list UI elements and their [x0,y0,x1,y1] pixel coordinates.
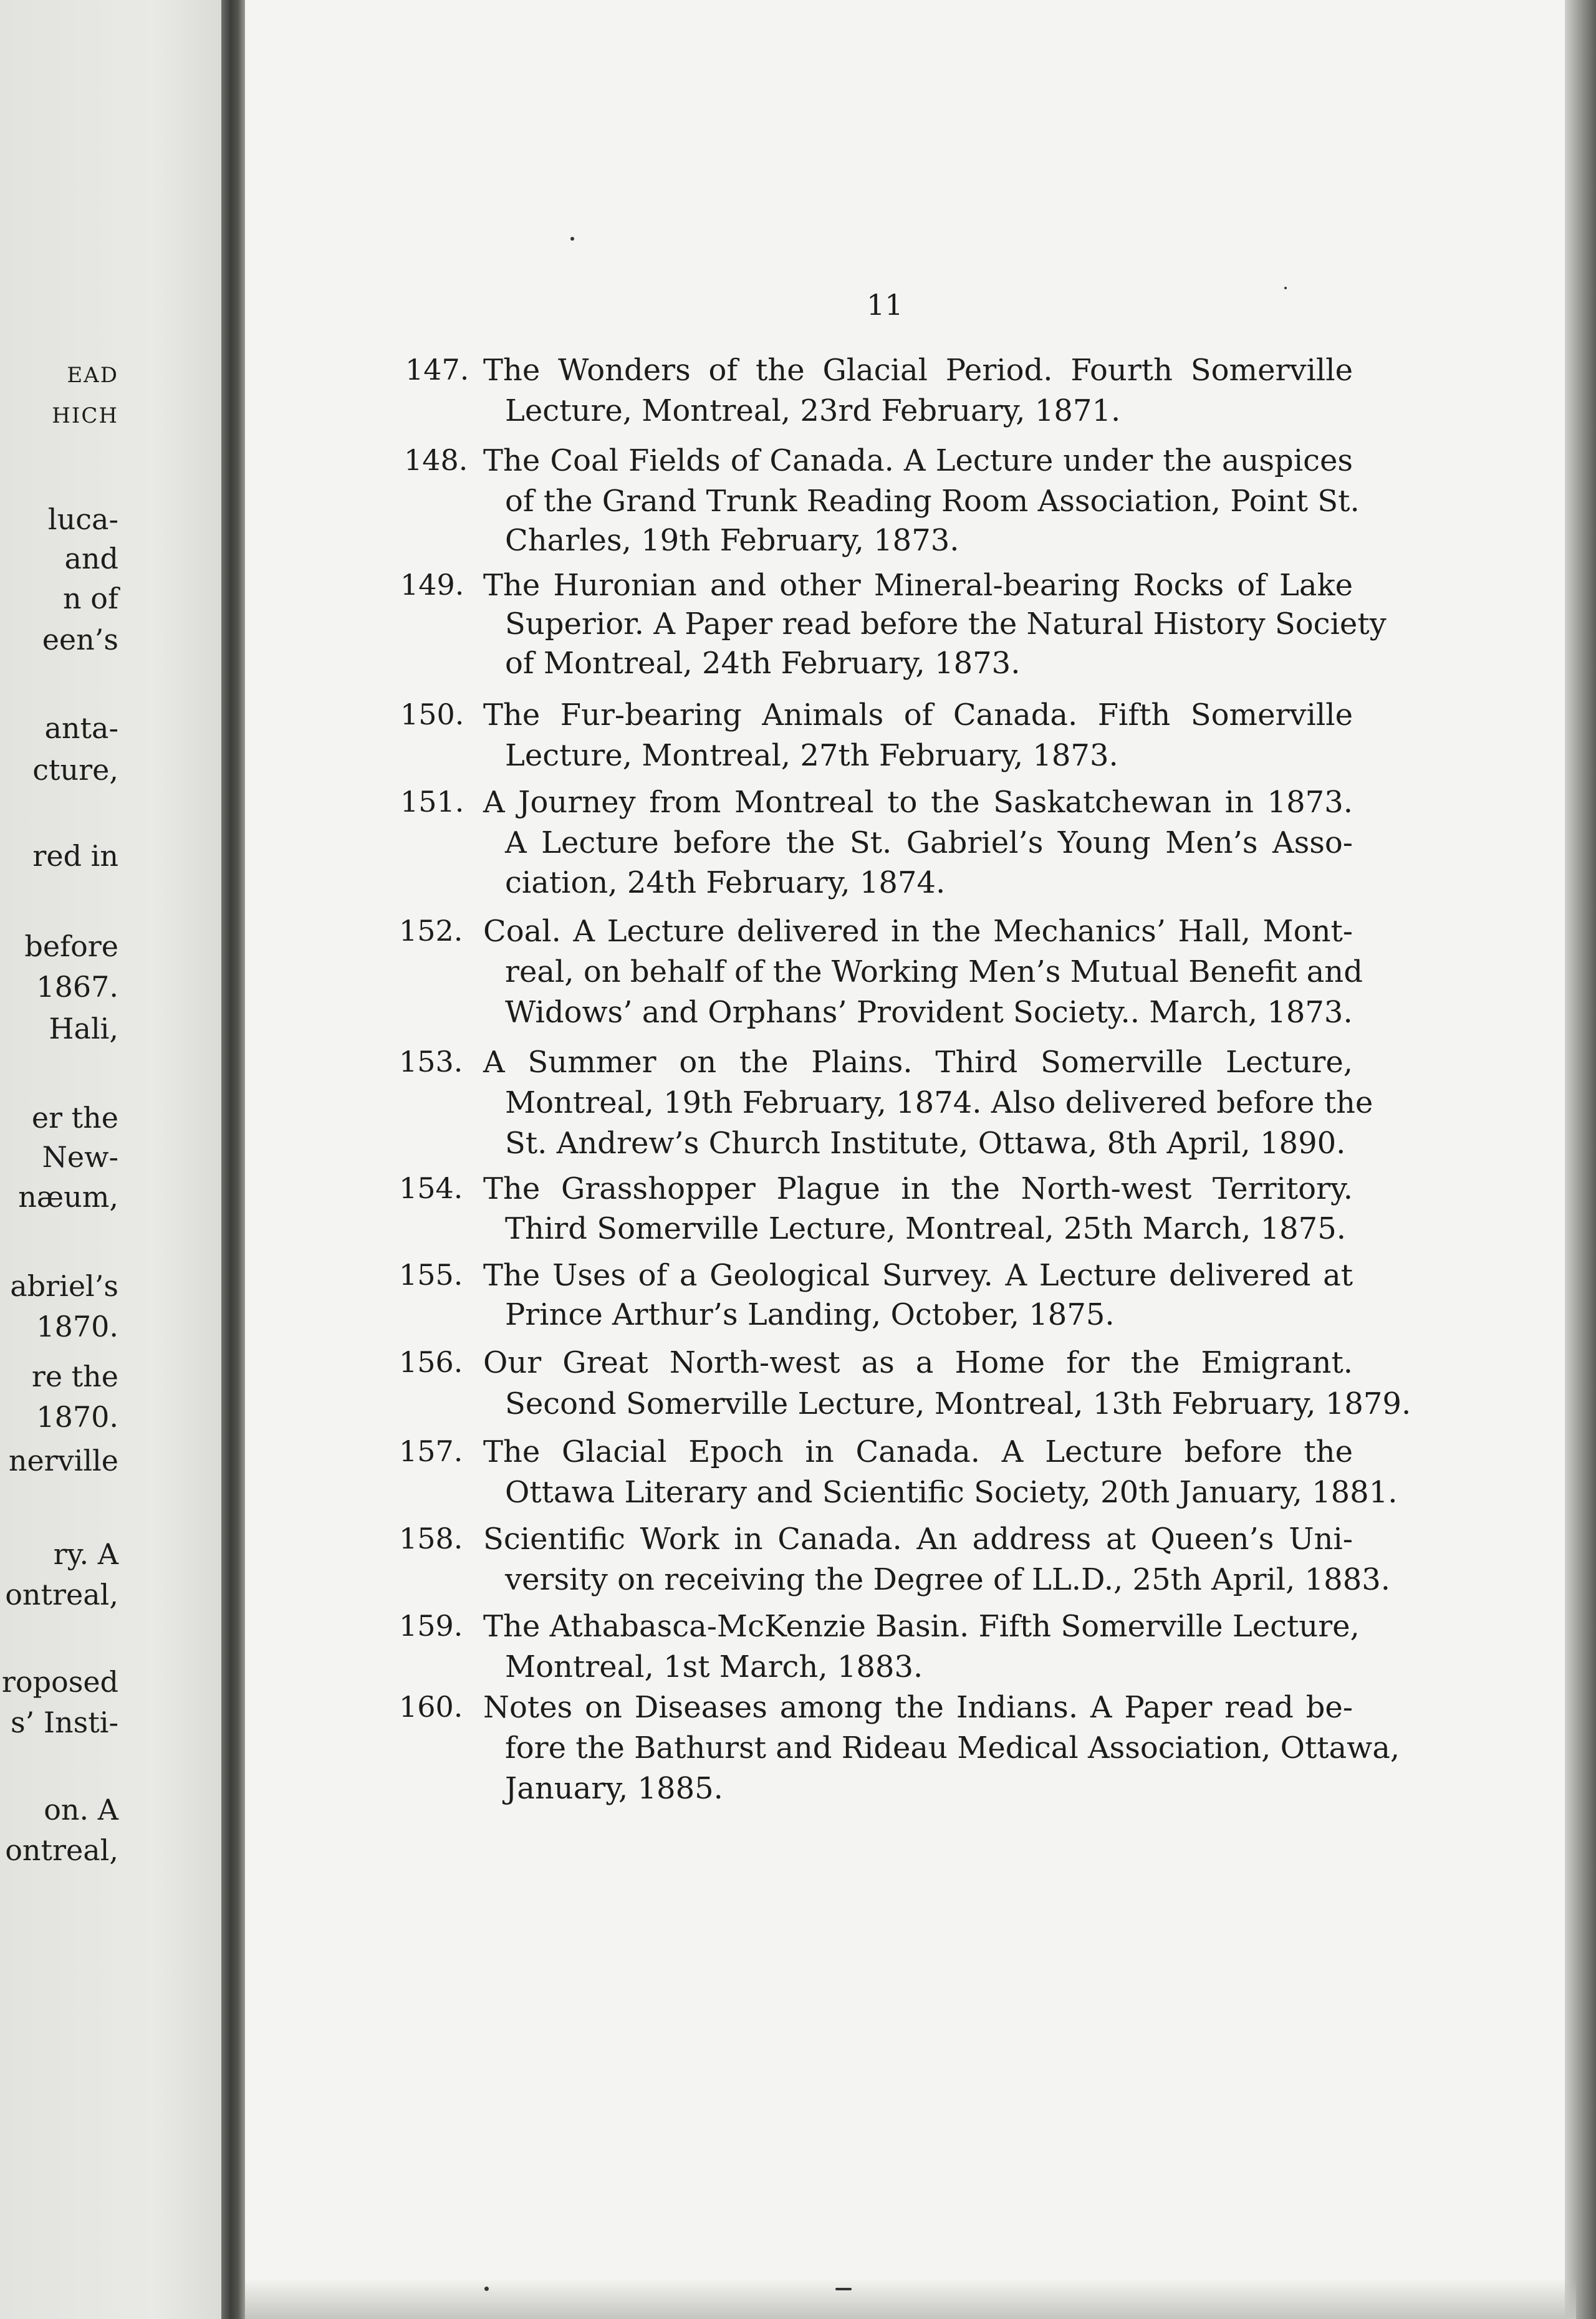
entry-text-line: Prince Arthur’s Landing, October, 1875. [505,1297,1115,1332]
page-number: 11 [867,288,903,322]
entry-text-line: Third Somerville Lecture, Montreal, 25th March, 1875. [505,1211,1346,1246]
entry-text-line: ciation, 24th February, 1874. [505,865,946,900]
left-page-fragment: before [24,929,118,963]
left-page-fragment: abriel’s [10,1269,118,1303]
left-page-fragment: s’ Insti- [11,1706,118,1739]
entry-number: 158. [399,1522,463,1555]
entry-text-line: The Glacial Epoch in Canada. A Lecture before the [483,1434,1353,1469]
left-page-fragment: New- [42,1140,118,1174]
entry-number: 147. [405,353,469,386]
entry-text-line: fore the Bathurst and Rideau Medical Association, Ottawa, [505,1731,1400,1765]
left-page-fragment: red in [32,839,118,873]
left-page-fragment: roposed [1,1665,118,1699]
entry-number: 156. [399,1345,463,1379]
entry-number: 159. [399,1609,463,1643]
entry-text-line: The Grasshopper Plague in the North-west Territory. [483,1171,1353,1206]
left-page-fragment: ry. A [53,1537,118,1571]
entry-number: 153. [399,1045,463,1078]
entry-text-line: Our Great North-west as a Home for the Emigrant. [483,1345,1353,1380]
left-page-fragment: luca- [47,502,118,536]
entry-text-line: Scientific Work in Canada. An address at Queen’s Uni- [483,1522,1353,1557]
entry-text-line: The Coal Fields of Canada. A Lecture under the auspices [483,443,1353,478]
entry-text-line: Charles, 19th February, 1873. [505,523,959,558]
entry-text-line: A Summer on the Plains. Third Somerville Lecture, [483,1045,1353,1080]
entry-number: 150. [400,698,464,731]
entry-text-line: Superior. A Paper read before the Natural History Society [505,607,1387,641]
left-page-fragment: Hali, [49,1012,118,1045]
left-page-fragment: een’s [42,623,118,656]
entry-text-line: of the Grand Trunk Reading Room Association, Point St. [505,484,1360,519]
entry-text-line: The Athabasca-McKenzie Basin. Fifth Somerville Lecture, [483,1609,1360,1644]
entry-number: 152. [399,914,463,948]
left-page-fragment: n of [63,582,118,615]
entry-number: 149. [400,568,464,602]
entry-number: 155. [399,1258,463,1292]
entry-text-line: versity on receiving the Degree of LL.D., 25th April, 1883. [505,1562,1391,1597]
entry-text-line: Notes on Diseases among the Indians. A Paper read be- [483,1690,1353,1725]
dust-speck [570,237,574,241]
entry-text-line: The Wonders of the Glacial Period. Fourth Somerville [483,353,1353,388]
entry-number: 157. [399,1434,463,1468]
entry-number: 148. [404,443,468,477]
left-page-fragment: 1870. [36,1310,118,1343]
entry-text-line: A Journey from Montreal to the Saskatchewan in 1873. [483,785,1353,820]
entry-text-line: Coal. A Lecture delivered in the Mechanics’ Hall, Mont- [483,914,1353,949]
left-page-fragment: HICH [52,403,118,428]
entry-text-line: St. Andrew’s Church Institute, Ottawa, 8th April, 1890. [505,1126,1346,1161]
entry-text-line: Montreal, 19th February, 1874. Also delivered before the [505,1085,1373,1120]
entry-text-line: The Huronian and other Mineral-bearing Rocks of Lake [483,568,1353,603]
left-page-fragment: cture, [32,753,118,787]
left-page-fragment: and [64,542,118,575]
entry-text-line: of Montreal, 24th February, 1873. [505,646,1021,681]
entry-text-line: Lecture, Montreal, 27th February, 1873. [505,738,1118,773]
left-page-fragment: 1867. [36,970,118,1004]
dust-speck [1284,287,1287,289]
entry-text-line: Widows’ and Orphans’ Provident Society.. March, 1873. [505,995,1353,1030]
left-page-fragment: re the [31,1360,118,1393]
left-page-fragment: anta- [44,711,118,745]
entry-number: 154. [399,1171,463,1205]
entry-text-line: The Fur-bearing Animals of Canada. Fifth Somerville [483,698,1353,732]
left-page-fragment: 1870. [36,1400,118,1434]
entry-text-line: January, 1885. [505,1771,723,1806]
entry-number: 151. [400,785,464,819]
entry-text-line: Ottawa Literary and Scientific Society, 20th January, 1881. [505,1475,1398,1510]
entry-text-line: The Uses of a Geological Survey. A Lecture delivered at [483,1258,1353,1293]
left-page-fragment: on. A [44,1793,118,1827]
entry-text-line: A Lecture before the St. Gabriel’s Young Men’s Asso- [505,825,1353,860]
dust-speck [835,2288,852,2290]
entry-text-line: Lecture, Montreal, 23rd February, 1871. [505,393,1121,428]
entry-number: 160. [399,1690,463,1724]
left-page-fragment: EAD [67,363,118,388]
left-page-fragment: ontreal, [5,1578,118,1611]
entry-text-line: real, on behalf of the Working Men’s Mutual Benefit and [505,954,1363,989]
left-page-fragment: nerville [8,1444,118,1477]
entry-text-line: Montreal, 1st March, 1883. [505,1649,923,1684]
dust-speck [484,2287,489,2291]
left-page-fragment: er the [31,1101,118,1135]
left-page-fragment: ontreal, [5,1833,118,1867]
entry-text-line: Second Somerville Lecture, Montreal, 13th February, 1879. [505,1386,1411,1421]
left-page-fragment: næum, [18,1180,118,1214]
